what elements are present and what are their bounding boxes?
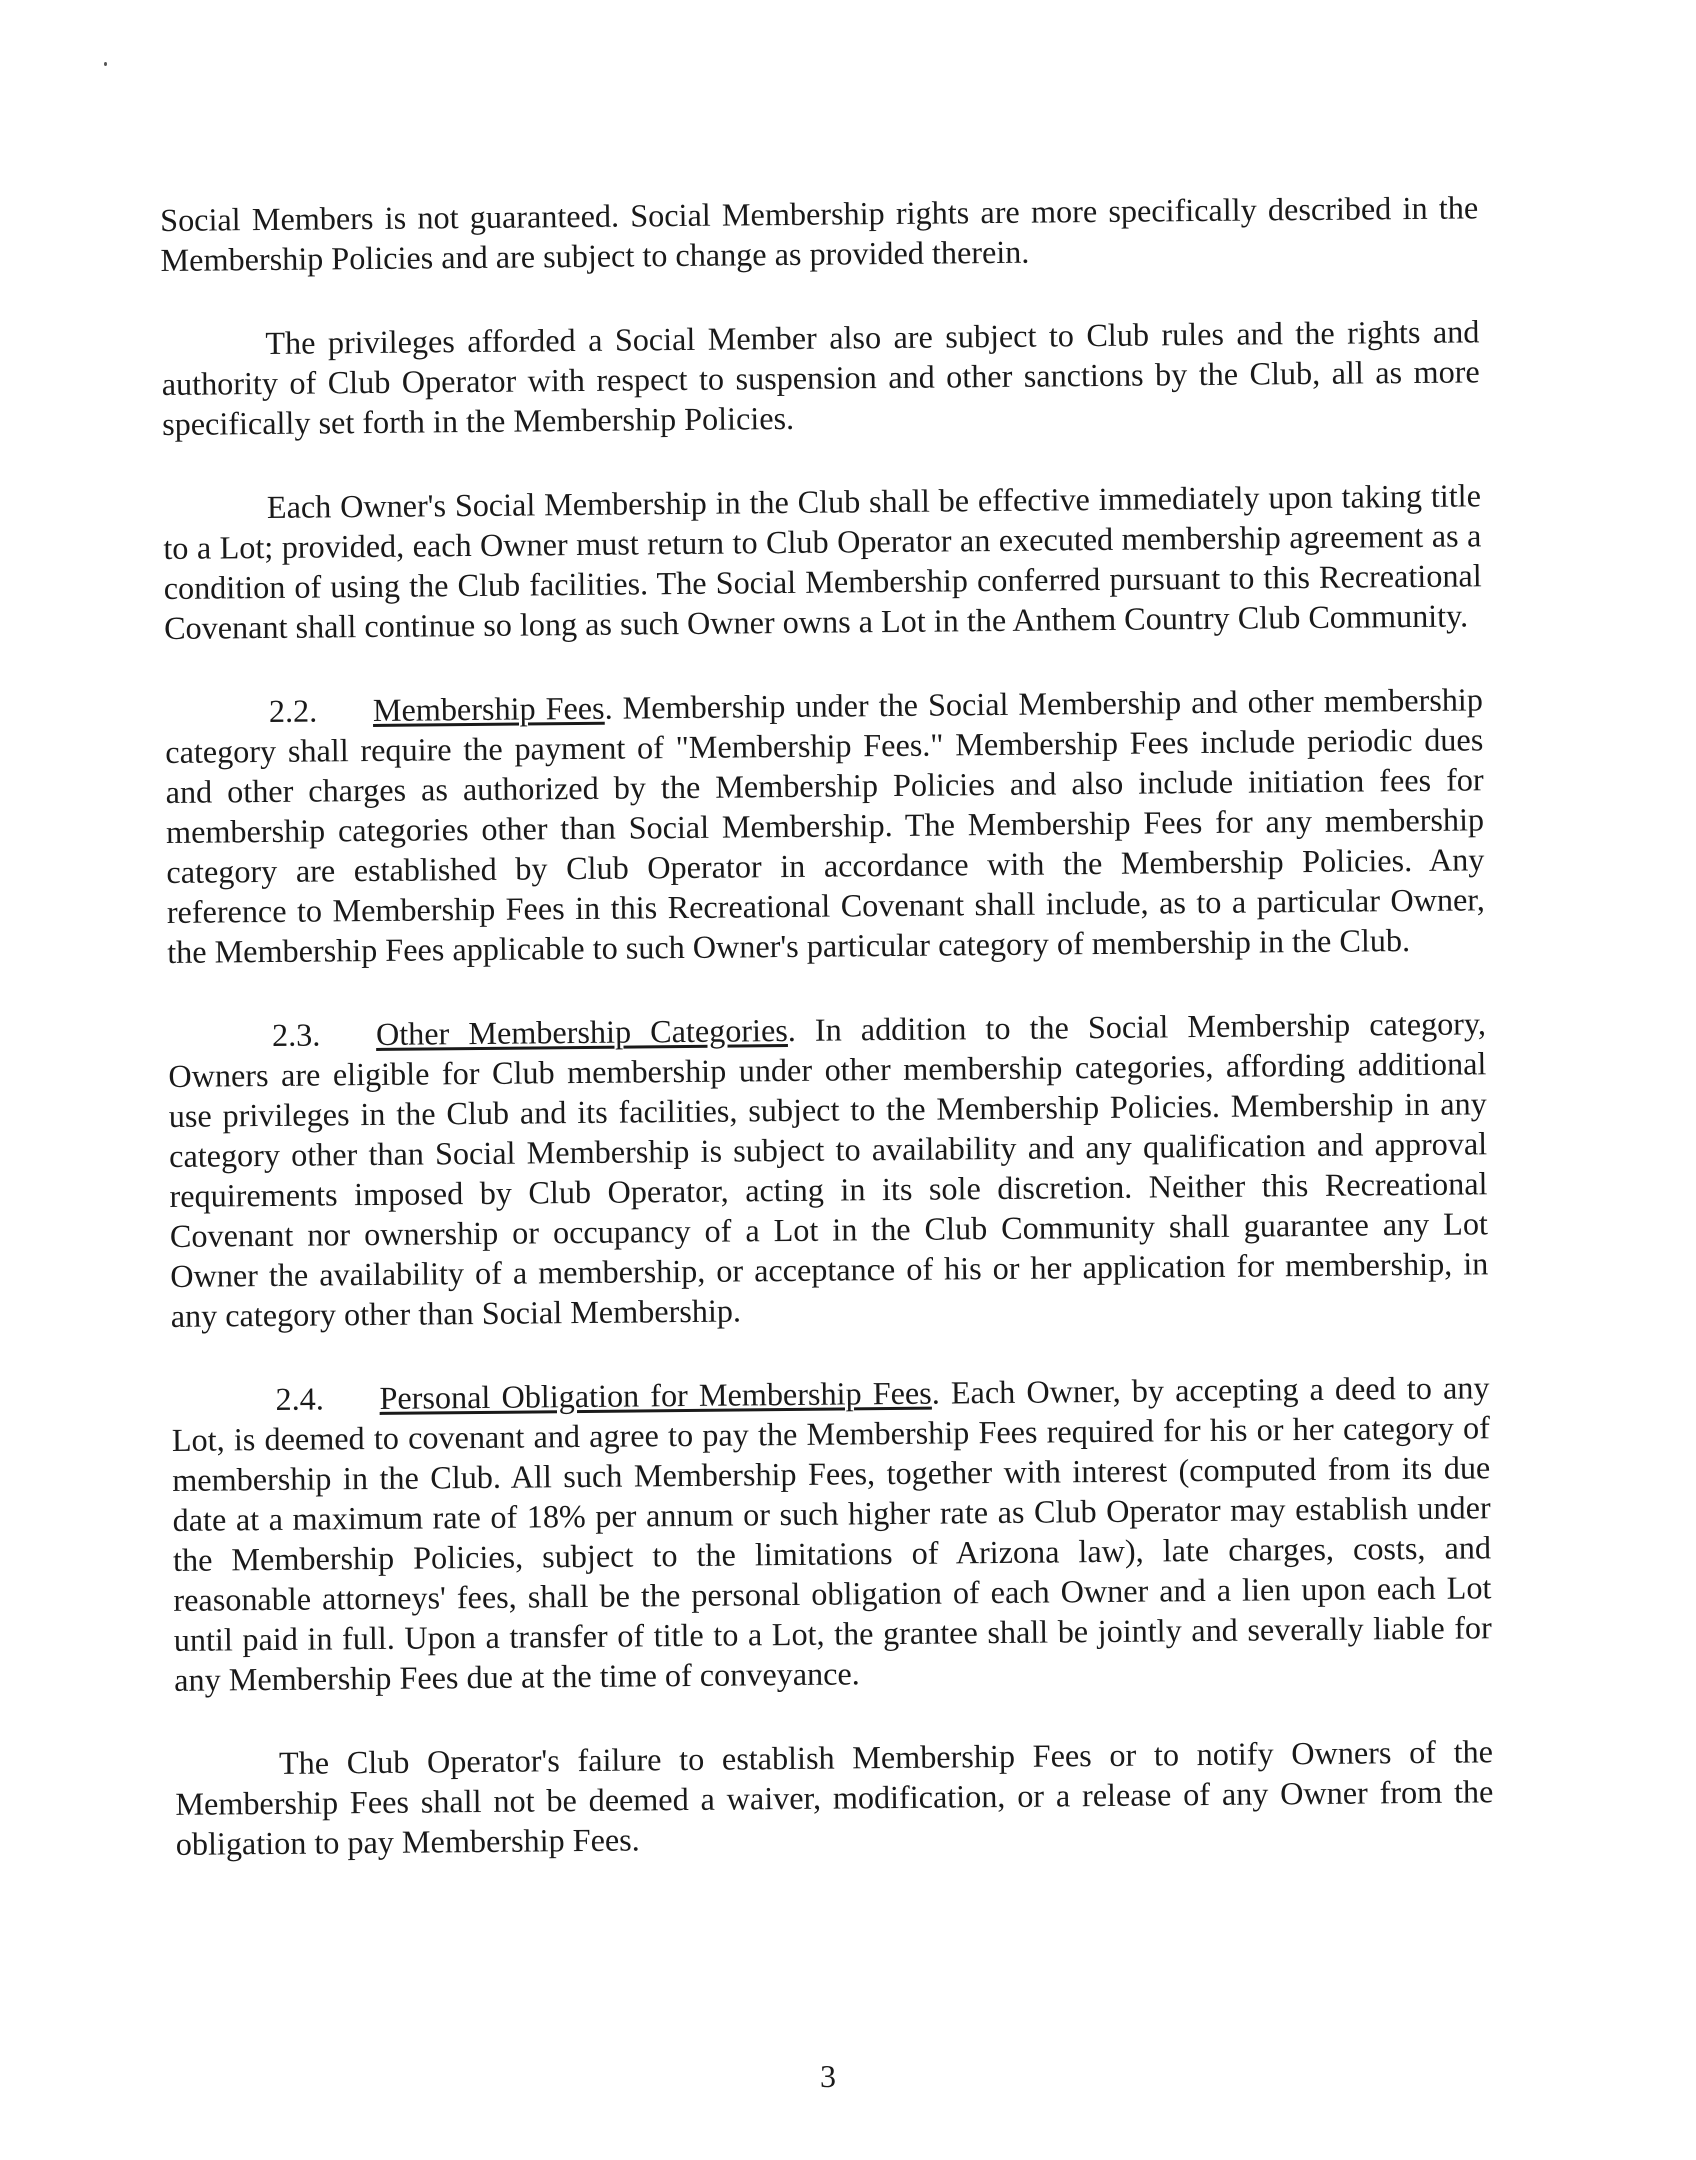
paragraph-failure-to-establish-fees: The Club Operator's failure to establish Membership Fees or to notify Owners of the Membership Fees shall not be deemed a waiver, modification, or a release of any Owner from the obligation to pay Membership Fees. [175, 1733, 1494, 1862]
section-title: Personal Obligation for Membership Fees [379, 1374, 932, 1416]
section-number: 2.2. [268, 692, 318, 729]
section-number: 2.4. [275, 1380, 324, 1417]
section-body: Membership under the Social Membership and other membership category shall require the payment of "Membership Fees." Membership Fees include periodic dues and other charges as authorized by the Membership Policies and also include initiation fees for membership categories other than Social Membership. The Membership Fees for any membership category are established by Club Operator in accordance with the Membership Policies. Any reference to Membership Fees in this Recreational Covenant shall include, as to a particular Owner, the Membership Fees applicable to such Owner's particular category of membership in the Club. [165, 681, 1485, 970]
section-2-4: 2.4. Personal Obligation for Membership Fees. Each Owner, by accepting a deed to any Lot, is deemed to covenant and agree to pay the Membership Fees required for his or her category of membership in the Club. All such Membership Fees, together with interest (computed from its due date at a maximum rate of 18% per annum or such higher rate as Club Operator may establish under the Membership Policies, subject to the limitations of Arizona law), late charges, costs, and reasonable attorneys' fees, shall be the personal obligation of each Owner and a lien upon each Lot until paid in full. Upon a transfer of title to a Lot, the grantee shall be jointly and severally liable for any Membership Fees due at the time of conveyance. [171, 1369, 1492, 1698]
scan-speck [104, 62, 107, 66]
document-body [160, 187, 1494, 1864]
section-body: In addition to the Social Membership category, Owners are eligible for Club membership under other membership categories, affording additional use privileges in the Club and its facilities, subject to the Membership Policies. Membership in any category other than Social Membership is subject to availability and any qualification and approval requirements imposed by Club Operator, acting in its sole discretion. Neither this Recreational Covenant nor ownership or occupancy of a Lot in the Club Community shall guarantee any Lot Owner the availability of a membership, or acceptance of his or her application for membership, in any category other than Social Membership. [168, 1005, 1489, 1334]
section-body: Each Owner, by accepting a deed to any Lot, is deemed to covenant and agree to pay the Membership Fees required for his or her category of membership in the Club. All such Membership Fees, together with interest (computed from its due date at a maximum rate of 18% per annum or such higher rate as Club Operator may establish under the Membership Policies, subject to the limitations of Arizona law), late charges, costs, and reasonable attorneys' fees, shall be the personal obligation of each Owner and a lien upon each Lot until paid in full. Upon a transfer of title to a Lot, the grantee shall be jointly and severally liable for any Membership Fees due at the time of conveyance. [171, 1369, 1492, 1698]
page-number: 3 [820, 2058, 836, 2094]
section-number: 2.3. [271, 1016, 321, 1053]
section-title: Other Membership Categories [375, 1012, 788, 1052]
paragraph-social-member-privileges: The privileges afforded a Social Member also are subject to Club rules and the rights and authority of Club Operator with respect to suspension and other sanctions by the Club, all as more specifically set forth in the Membership Policies. [161, 313, 1480, 442]
paragraph-social-members-continued: Social Members is not guaranteed. Social Membership rights are more specifically described in the Membership Policies and are subject to change as provided therein. [160, 189, 1479, 278]
section-2-2: 2.2. Membership Fees. Membership under the Social Membership and other membership category shall require the payment of "Membership Fees." Membership Fees include periodic dues and other charges as authorized by the Membership Policies and also include initiation fees for membership categories other than Social Membership. The Membership Fees for any membership category are established by Club Operator in accordance with the Membership Policies. Any reference to Membership Fees in this Recreational Covenant shall include, as to a particular Owner, the Membership Fees applicable to such Owner's particular category of membership in the Club. [165, 681, 1485, 970]
paragraph-social-membership-effective: Each Owner's Social Membership in the Club shall be effective immediately upon taking title to a Lot; provided, each Owner must return to Club Operator an executed membership agreement as a condition of using the Club facilities. The Social Membership conferred pursuant to this Recreational Covenant shall continue so long as such Owner owns a Lot in the Anthem Country Club Community. [163, 477, 1482, 646]
section-title: Membership Fees [372, 689, 605, 728]
section-2-3: 2.3. Other Membership Categories. In addition to the Social Membership category, Owners are eligible for Club membership under other membership categories, affording additional use privileges in the Club and its facilities, subject to the Membership Policies. Membership in any category other than Social Membership is subject to availability and any qualification and approval requirements imposed by Club Operator, acting in its sole discretion. Neither this Recreational Covenant nor ownership or occupancy of a Lot in the Club Community shall guarantee any Lot Owner the availability of a membership, or acceptance of his or her application for membership, in any category other than Social Membership. [168, 1005, 1489, 1334]
